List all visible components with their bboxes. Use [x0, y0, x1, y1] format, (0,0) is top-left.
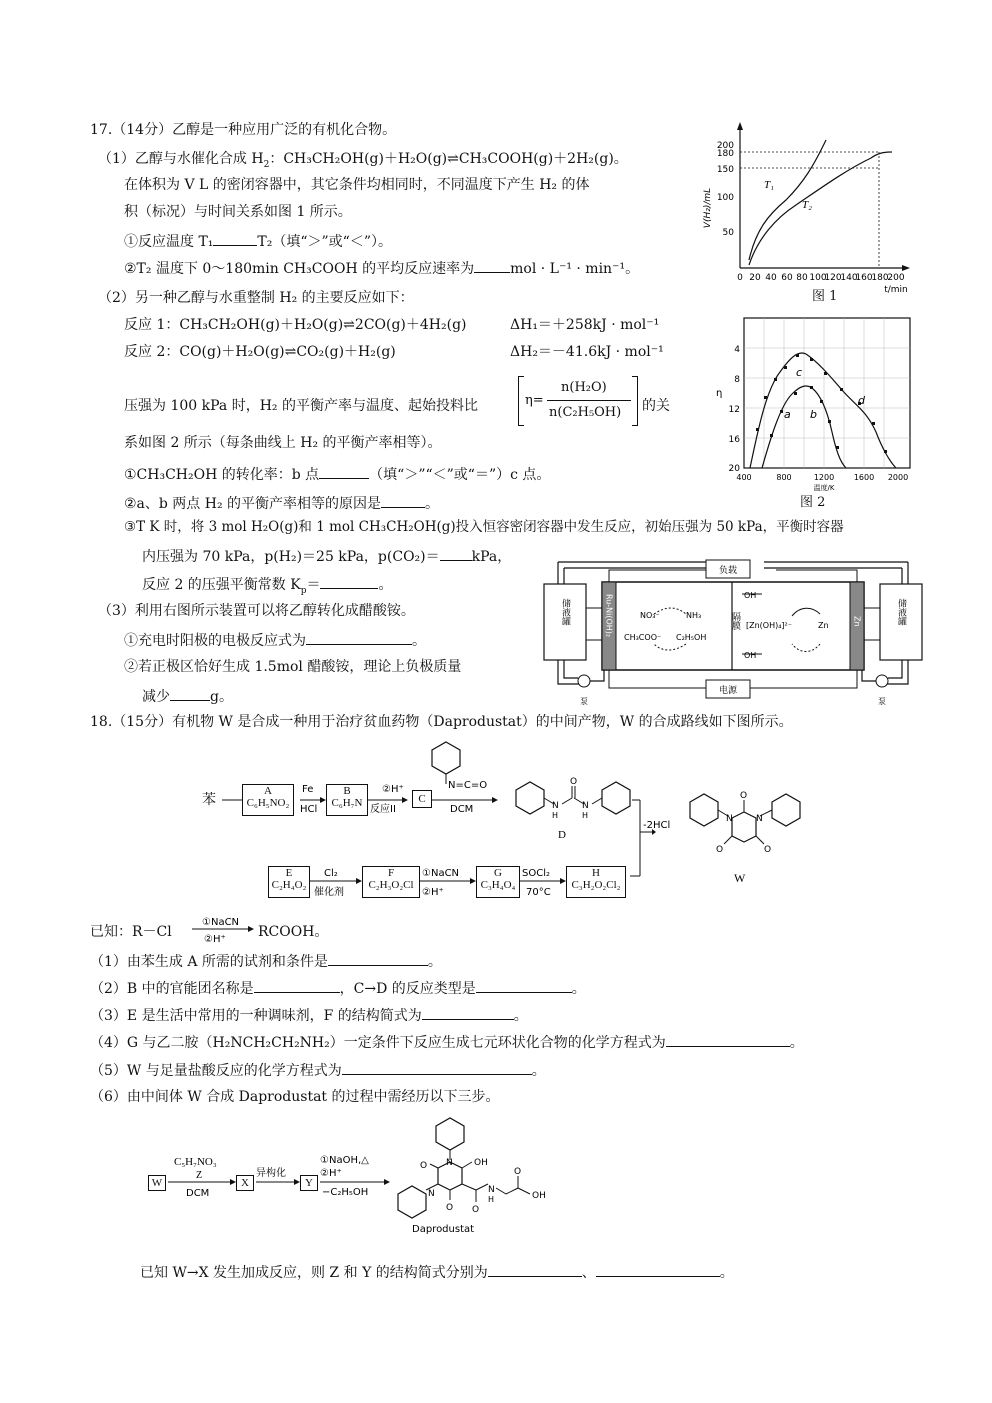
z-label: Z	[196, 1170, 203, 1181]
q18-s3: （3）E 是生活中常用的一种调味剂，F 的结构简式为 。	[90, 1005, 528, 1025]
pump-right-label: 泵	[878, 697, 886, 706]
compound-h-box: H C₃H₂O₂Cl₂	[566, 866, 626, 898]
fig1-xtick: 180	[871, 273, 889, 283]
w-n2: N	[756, 814, 763, 824]
dap-n1: N	[446, 1158, 453, 1168]
fig1-curve-t2	[749, 152, 892, 265]
compound-e-box: E C₂H₄O₂	[268, 866, 310, 898]
fig2-curve-outer	[750, 353, 896, 468]
species-zn: Zn	[818, 621, 829, 630]
reagent-dcm: DCM	[450, 804, 474, 815]
species-ch3coo: CH₃COO⁻	[624, 633, 662, 642]
fig2-ylabel: η	[716, 388, 723, 399]
species-no3: NO₃⁻	[640, 611, 660, 620]
x-box: X	[236, 1175, 254, 1191]
reaction-ii: 反应II	[370, 804, 396, 815]
compound-d-label: D	[558, 829, 566, 841]
known-nacn: ①NaCN	[202, 917, 240, 928]
species-nh3: NH₃	[686, 611, 702, 620]
q17-part3-heading: （3）利用右图所示装置可以将乙醇转化成醋酸铵。	[98, 603, 415, 619]
fig2-ytick: 20	[728, 464, 740, 474]
d-h1: H	[552, 811, 559, 820]
feed-ratio-bracket	[518, 376, 638, 426]
eta-label: η=	[525, 393, 544, 408]
d-n1: N	[552, 801, 559, 811]
q17-part1-line2: 在体积为 V L 的密闭容器中，其它条件均相同时，不同温度下产生 H₂ 的体	[124, 177, 590, 193]
dap-o3: O	[472, 1205, 480, 1215]
z-formula: C₅H₇NO₃	[174, 1156, 217, 1168]
fig2-xtick: 400	[736, 473, 752, 482]
q17-part2-q3: ③T K 时，将 3 mol H₂O(g)和 1 mol CH₃CH₂OH(g)投入恒容密闭容器中发生反应，初始压强为 50 kPa，平衡时容器	[124, 519, 844, 535]
hplus-label-2: ②H⁺	[320, 1168, 342, 1179]
figure-2-chart	[700, 310, 922, 492]
compound-a-box: A C₆H₅NO₂	[242, 784, 294, 816]
figure-2-caption: 图 2	[800, 495, 826, 510]
q17-part1-line3: 积（标况）与时间关系如图 1 所示。	[124, 204, 352, 220]
fig2-ytick: 16	[728, 435, 740, 445]
reaction-1-enthalpy: ΔH₁＝＋258kJ · mol⁻¹	[510, 317, 660, 333]
q18-heading: 18.（15分）有机物 W 是合成一种用于治疗贫血药物（Daprodustat）的中间产物，W 的合成路线如下图所示。	[90, 714, 793, 730]
q18-s4: （4）G 与乙二胺（H₂NCH₂CH₂NH₂）一定条件下反应生成七元环状化合物的化学方程式为 。	[90, 1032, 804, 1052]
q17-part3-q2-b: 减少 g。	[142, 686, 233, 706]
fig2-ytick: 4	[734, 345, 740, 355]
fig2-ytick: 12	[728, 405, 740, 415]
fig2-xtick: 1200	[813, 473, 835, 482]
fig1-xtick: 160	[855, 273, 873, 283]
fig1-xtick: 0	[737, 273, 743, 283]
minus-ethanol: −C₂H₅OH	[322, 1187, 369, 1198]
q17-part2-heading: （2）另一种乙醇与水重整制 H₂ 的主要反应如下：	[98, 290, 414, 306]
fig2-xlabel: 温度/K	[813, 484, 835, 492]
pump-left-label: 泵	[580, 697, 588, 706]
ratio-denominator: n(C₂H₅OH)	[549, 405, 622, 420]
fig1-label-t2: T₂	[802, 199, 812, 211]
fig2-point-b: b	[810, 408, 817, 421]
q18-s5: （5）W 与足量盐酸反应的化学方程式为 。	[90, 1060, 546, 1080]
dcm-label-2: DCM	[186, 1188, 210, 1199]
q17-part2-q2: ②a、b 两点 H₂ 的平衡产率相等的原因是 。	[124, 493, 439, 513]
q17-part2-q1: ①CH₃CH₂OH 的转化率：b 点 （填“＞”“＜”或“＝”）c 点。	[124, 464, 550, 484]
daprodustat-route-arrows	[164, 1150, 394, 1206]
q17-part2-text-c: 系如图 2 所示（每条曲线上 H₂ 的平衡产率相等）。	[124, 435, 442, 451]
w-o2: O	[716, 845, 724, 855]
reagent-cl2: Cl₂	[324, 868, 338, 879]
isomerization-label: 异构化	[256, 1168, 286, 1179]
daprodustat-label: Daprodustat	[412, 1224, 475, 1235]
reaction-2: 反应 2：CO(g)＋H₂O(g)⇌CO₂(g)＋H₂(g)	[124, 344, 396, 360]
known-hplus: ②H⁺	[204, 934, 226, 945]
fig1-x-arrow	[902, 265, 910, 271]
q17-part2-q3-b: 内压强为 70 kPa，p(H₂)＝25 kPa，p(CO₂)＝ kPa，	[142, 546, 511, 566]
dap-nh-n: N	[488, 1185, 495, 1195]
power-label: 电源	[718, 686, 738, 696]
d-n2: N	[582, 801, 589, 811]
minus-2hcl: -2HCl	[643, 820, 671, 831]
reagent-socl2: SOCl₂	[522, 868, 550, 879]
q18-s6: （6）由中间体 W 合成 Daprodustat 的过程中需经历以下三步。	[90, 1089, 500, 1105]
tank-left-label: 储液罐	[560, 598, 570, 626]
reagent-hcl: HCl	[300, 804, 318, 815]
dap-nh-h: H	[488, 1195, 495, 1204]
electrolytic-cell-diagram	[536, 548, 932, 708]
fig1-xtick: 60	[781, 273, 793, 283]
fig1-xtick: 200	[887, 273, 905, 283]
fig1-y-arrow	[737, 122, 743, 130]
figure-1-chart	[696, 120, 916, 310]
fig1-ylabel: V(H₂)/mL	[703, 187, 713, 229]
dap-oh: OH	[474, 1158, 488, 1168]
d-o: O	[570, 777, 578, 787]
compound-g-box: G C₃H₄O₄	[476, 866, 520, 898]
fig1-curve-t1	[749, 140, 826, 260]
q17-part3-q1: ①充电时阳极的电极反应式为 。	[124, 630, 426, 650]
daprodustat-structure	[392, 1116, 578, 1236]
benzene-label: 苯	[202, 792, 216, 808]
fig1-xtick: 120	[824, 273, 842, 283]
dap-n2: N	[428, 1189, 435, 1199]
fig1-ytick-50: 50	[722, 228, 734, 238]
fig1-ytick-150: 150	[716, 165, 734, 175]
fig1-xtick: 80	[796, 273, 808, 283]
pump-left	[578, 675, 590, 687]
fig2-ytick: 8	[734, 375, 740, 385]
dap-oh2: OH	[532, 1191, 546, 1201]
electrode-left-label: Ru-Ni(OH)₂	[604, 594, 614, 638]
fig2-point-a: a	[784, 408, 791, 421]
fig1-xtick: 140	[840, 273, 858, 283]
reagent-nacn: ①NaCN	[422, 868, 460, 879]
species-oh-top: OH⁻	[744, 591, 761, 600]
fig2-point-c: c	[796, 366, 803, 379]
naoh-label: ①NaOH,△	[320, 1155, 369, 1166]
species-zn-complex: [Zn(OH)₄]²⁻	[746, 621, 792, 630]
q17-heading: 17.（14分）乙醇是一种应用广泛的有机化合物。	[90, 122, 397, 138]
electrode-right-label: Zn	[852, 616, 862, 627]
fig2-xtick: 1600	[853, 473, 875, 482]
fig1-xtick: 40	[765, 273, 777, 283]
known-reaction-arrow	[188, 912, 258, 946]
fig2-xtick: 2000	[887, 473, 909, 482]
dap-o4: O	[514, 1167, 522, 1177]
compound-w-structure	[672, 780, 812, 890]
fig2-xtick: 800	[776, 473, 792, 482]
q17-part2-text: 压强为 100 kPa 时，H₂ 的平衡产率与温度、起始投料比	[124, 398, 478, 414]
reagent-hplus: ②H⁺	[422, 887, 444, 898]
known-reaction-reactant: 已知：R－Cl	[90, 924, 172, 940]
load-label: 负载	[718, 566, 738, 576]
reaction-temp: 70°C	[526, 887, 551, 898]
q17-part1-q1: ①反应温度 T₁ T₂（填“＞”或“＜”）。	[124, 231, 392, 251]
figure-1-caption: 图 1	[812, 289, 838, 304]
q18-s1: （1）由苯生成 A 所需的试剂和条件是 。	[90, 951, 442, 971]
reagent-h2: ②H⁺	[382, 784, 404, 795]
reaction-2-enthalpy: ΔH₂＝－41.6kJ · mol⁻¹	[510, 344, 664, 360]
w-box: W	[148, 1175, 166, 1191]
y-box: Y	[300, 1175, 318, 1191]
dap-o1: O	[420, 1161, 428, 1171]
isocyanate-label: N=C=O	[448, 780, 488, 791]
compound-w-label: W	[734, 871, 746, 885]
reaction-1: 反应 1：CH₃CH₂OH(g)＋H₂O(g)⇌2CO(g)＋4H₂(g)	[124, 317, 467, 333]
reagent-fe: Fe	[302, 784, 314, 795]
compound-c-box: C	[412, 790, 432, 808]
fig2-point-d: d	[858, 394, 865, 407]
tank-right-label: 储液罐	[896, 598, 906, 626]
d-h2: H	[582, 811, 589, 820]
synthesis-route-bottom-arrows	[306, 860, 576, 900]
q17-part1-line1: （1）乙醇与水催化合成 $H_2$：CH₃CH₂OH(g)＋H₂O(g)⇌CH₃COOH(g)＋2H₂(g)。	[98, 151, 628, 170]
w-o1: O	[740, 791, 748, 801]
q17-part2-text-b: 的关	[642, 398, 670, 414]
compound-b-box: B C₆H₇N	[326, 784, 368, 816]
ratio-numerator: n(H₂O)	[561, 380, 607, 395]
fig1-ytick-180: 180	[716, 149, 734, 159]
q17-part3-q2: ②若正极区恰好生成 1.5mol 醋酸铵，理论上负极质量	[124, 659, 462, 675]
fig1-xtick: 20	[749, 273, 761, 283]
fig1-label-t1: T₁	[764, 179, 774, 191]
membrane-label: 隔膜	[730, 612, 740, 630]
fig1-ytick-200: 200	[716, 141, 734, 151]
fig1-xtick: 100	[809, 273, 827, 283]
w-n1: N	[726, 814, 733, 824]
compound-f-box: F C₂H₃O₂Cl	[362, 866, 420, 898]
w-o3: O	[764, 845, 772, 855]
q18-s2: （2）B 中的官能团名称是 ，C→D 的反应类型是 。	[90, 978, 586, 998]
species-oh-bottom: OH⁻	[744, 651, 761, 660]
reagent-catalyst: 催化剂	[314, 887, 344, 898]
q18-final: 已知 W→X 发生加成反应，则 Z 和 Y 的结构简式分别为 、 。	[140, 1262, 734, 1282]
fig1-ytick-100: 100	[716, 193, 734, 203]
q17-part2-q3-c: 反应 2 的压强平衡常数 $K_p=$ 。	[142, 574, 392, 600]
fig1-xlabel: t/min	[884, 285, 908, 295]
dap-o2: O	[446, 1203, 454, 1213]
pump-right	[876, 675, 888, 687]
q17-part1-q2: ②T₂ 温度下 0～180min CH₃COOH 的平均反应速率为 mol · L⁻¹ · min⁻¹。	[124, 258, 639, 278]
known-reaction-product: RCOOH。	[258, 924, 329, 940]
species-c2h5oh: C₂H₅OH	[676, 633, 707, 642]
